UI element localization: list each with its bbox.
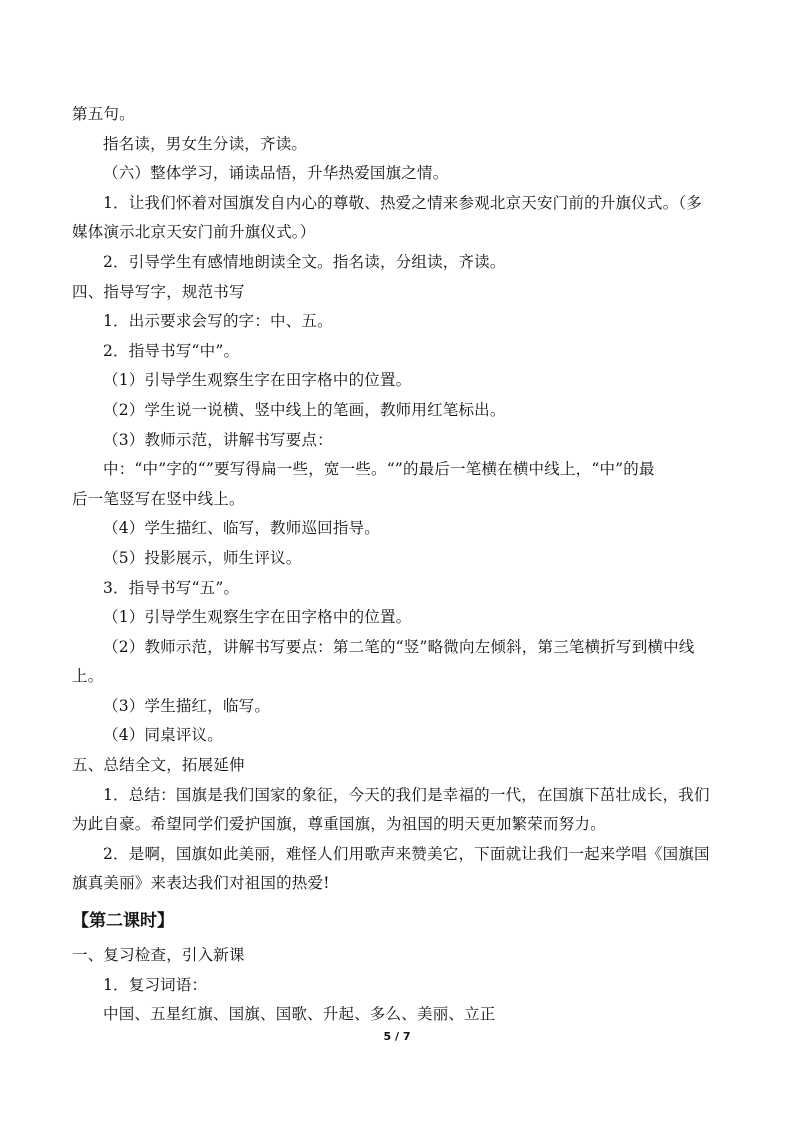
subsection-heading: （六）整体学习，诵读品悟，升华热爱国旗之情。 — [103, 164, 449, 183]
text-line: 1．复习词语： — [103, 975, 208, 994]
text-line: 2．指导书写“中”。 — [103, 341, 240, 360]
text-line: （3）教师示范，讲解书写要点： — [103, 430, 333, 449]
text-line: 后一笔竖写在竖中线上。 — [72, 489, 245, 508]
text-line: 中：“中”字的“”要写得扁一些，宽一些。“”的最后一笔横在横中线上，“中”的最 — [103, 460, 655, 479]
text-line: （4）学生描红、临写，教师巡回指导。 — [103, 519, 380, 538]
page-number: 5 / 7 — [383, 1030, 411, 1043]
section-heading: 五、总结全文，拓展延伸 — [72, 756, 245, 775]
text-line: 第五句。 — [72, 105, 135, 123]
text-line: 2．引导学生有感情地朗读全文。指名读，分组读，齐读。 — [103, 252, 506, 271]
section-heading: 四、指导写字，规范书写 — [72, 282, 245, 301]
text-line: 1．让我们怀着对国旗发自内心的尊敬、热爱之情来参观北京天安门前的升旗仪式。（多 — [103, 193, 702, 212]
document-body — [72, 100, 722, 1030]
text-line: （2）教师示范，讲解书写要点：第二笔的“竖”略微向左倾斜，第三笔横折写到横中线 — [103, 637, 695, 656]
text-line: （1）引导学生观察生字在田字格中的位置。 — [103, 608, 412, 627]
text-line: 1．出示要求会写的字：中、五。 — [103, 312, 333, 331]
text-line: 媒体演示北京天安门前升旗仪式。） — [72, 223, 316, 242]
text-line: （3）学生描红，临写。 — [103, 696, 271, 715]
text-line: （1）引导学生观察生字在田字格中的位置。 — [103, 371, 412, 390]
text-line: 为此自豪。希望同学们爱护国旗，尊重国旗，为祖国的明天更加繁荣而努力。 — [72, 815, 606, 834]
text-line: 旗真美丽》来表达我们对祖国的热爱! — [72, 874, 330, 893]
text-line: 3．指导书写“五”。 — [103, 578, 240, 597]
text-line: 2．是啊，国旗如此美丽，难怪人们用歌声来赞美它，下面就让我们一起来学唱《国旗国 — [103, 844, 710, 863]
text-line: 上。 — [72, 667, 104, 686]
text-line: 指名读，男女生分读，齐读。 — [103, 134, 308, 153]
text-line: （5）投影展示，师生评议。 — [103, 548, 302, 567]
lesson-heading: 【第二课时】 — [72, 911, 174, 932]
text-line: 1．总结：国旗是我们国家的象征，今天的我们是幸福的一代，在国旗下茁壮成长，我们 — [103, 785, 710, 804]
text-line: 中国、五星红旗、国旗、国歌、升起、多么、美丽、立正 — [103, 1005, 496, 1024]
text-line: （2）学生说一说横、竖中线上的笔画，教师用红笔标出。 — [103, 400, 506, 419]
section-heading: 一、复习检查，引入新课 — [72, 946, 245, 965]
text-line: （4）同桌评议。 — [103, 726, 223, 745]
